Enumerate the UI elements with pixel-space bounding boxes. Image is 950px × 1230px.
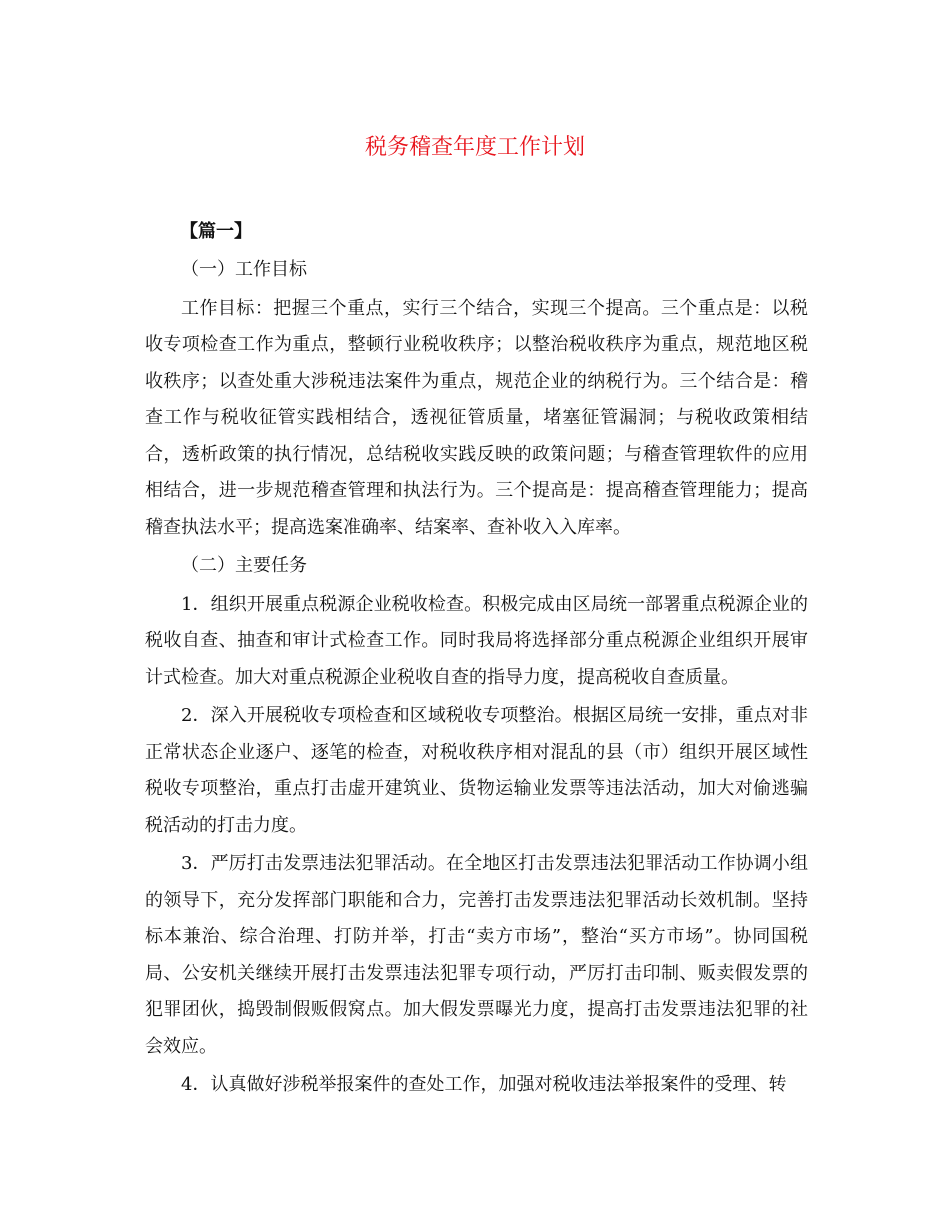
task-paragraph: 1．组织开展重点税源企业税收检查。积极完成由区局统一部署重点税源企业的税收自查、抽查和审计式检查工作。同时我局将选择部分重点税源企业组织开展审计式检查。加大对重点税源企业税收自查的指导力度，提高税收自查质量。 <box>145 593 808 688</box>
goals-paragraph: 工作目标：把握三个重点，实行三个结合，实现三个提高。三个重点是：以税收专项检查工作为重点，整顿行业税收秩序；以整治税收秩序为重点，规范地区税收秩序；以查处重大涉税违法案件为重点，规范企业的纳税行为。三个结合是：稽查工作与税收征管实践相结合，透视征管质量，堵塞征管漏洞；与税收政策相结合，透析政策的执行情况，总结税收实践反映的政策问题；与稽查管理软件的应用相结合，进一步规范稽查管理和执法行为。三个提高是：提高稽查管理能力；提高稽查执法水平；提高选案准确率、结案率、查补收入入库率。 <box>145 297 808 538</box>
subheading-work-goals: （一）工作目标 <box>181 259 307 280</box>
document-title: 税务稽查年度工作计划 <box>364 135 585 160</box>
subheading-main-tasks: （二）主要任务 <box>181 555 307 576</box>
task-paragraph: 3．严厉打击发票违法犯罪活动。在全地区打击发票违法犯罪活动工作协调小组的领导下，充分发挥部门职能和合力，完善打击发票违法犯罪活动长效机制。坚持标本兼治、综合治理、打防并举，打击“卖方市场”，整治“买方市场”。协同国税局、公安机关继续开展打击发票违法犯罪专项行动，严厉打击印制、贩卖假发票的犯罪团伙，捣毁制假贩假窝点。加大假发票曝光力度，提高打击发票违法犯罪的社会效应。 <box>145 853 808 1057</box>
task-paragraph: 2．深入开展税收专项检查和区域税收专项整治。根据区局统一安排，重点对非正常状态企业逐户、逐笔的检查，对税收秩序相对混乱的县（市）组织开展区域性税收专项整治，重点打击虚开建筑业、货物运输业发票等违法活动，加大对偷逃骗税活动的打击力度。 <box>145 705 808 836</box>
section-label: 【篇一】 <box>180 221 252 242</box>
document-body <box>145 252 808 1106</box>
task-paragraph: 4．认真做好涉税举报案件的查处工作，加强对税收违法举报案件的受理、转 <box>181 1074 787 1095</box>
